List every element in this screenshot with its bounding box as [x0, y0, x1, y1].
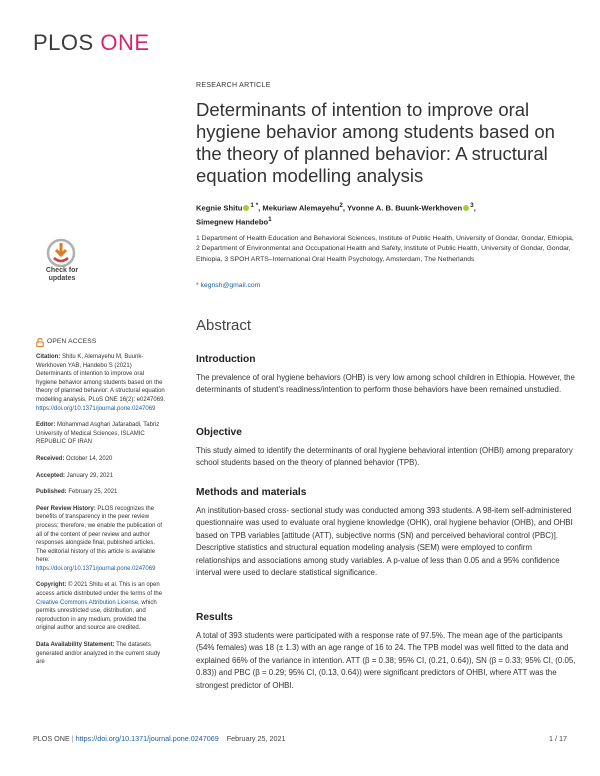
license-link[interactable]: Creative Commons Attribution License — [36, 599, 139, 606]
check-for-updates-badge[interactable]: Check for updates — [36, 238, 88, 290]
accepted-date: Accepted: January 29, 2021 — [36, 472, 114, 479]
abstract-heading: Abstract — [196, 317, 252, 334]
open-lock-icon — [36, 338, 44, 347]
citation-doi-link[interactable]: https://doi.org/10.1371/journal.pone.0247069 — [36, 405, 156, 412]
author-list: Kegnie Shitu $^{1 *}$, Mekuriaw Alemayehu$^2$, Yvonne A. B. Buunk-Werkhoven $^3$, Simegnew Handebo$^1$ — [196, 202, 476, 227]
journal-logo: PLOS ONE — [33, 30, 150, 55]
citation: Citation: Shitu K, Alemayehu M, Buunk-Werkhoven YAB, Handebo S (2021) Determinants of intention to improve oral hygiene behavior among students based on the theory of planned behavior: A structural equation modelling analysis. PLoS ONE 16(2): e0247069. https://doi.org/10.1371/journal.pone.0247069 — [36, 354, 166, 412]
copyright: Copyright: © 2021 Shitu et al. This is an open access article distributed under the terms of the Creative Commons Attribution License, which permits unrestricted use, distribution, and reproduction in any medium, provided the original author and source are credited. — [36, 582, 163, 632]
published-date: Published: February 25, 2021 — [36, 489, 118, 496]
received-date: Received: October 14, 2020 — [36, 455, 113, 462]
results-text: A total of 393 students were participated with a response rate of 97.5%. The mean age of the participants (54% females) was 18 (± 1.3) with an age range of 16 to 24. The TPB model was well fitted to the data and explained 66% of the variance in intention. ATT (β = 0.38; 95% CI, (0.21, 0.64)), SN (β = 0.33; 95% CI, (0.05, 0.83)) and PBC (β = 0.29; 95% CI, (0.13, 0.64)) were significant predictors of OHBI, where ATT was the strongest predictor of OHBI. — [196, 631, 576, 690]
footer-journal: PLOS ONE — [33, 734, 70, 743]
author-name[interactable]: Simegnew Handebo — [196, 217, 269, 227]
article-title: Determinants of intention to improve oral hygiene behavior among students based on the theory of planned behavior: A structural equation modelling analysis — [196, 99, 555, 186]
open-access-badge: OPEN ACCESS — [36, 338, 166, 347]
page-footer: PLOS ONE | https://doi.org/10.1371/journal.pone.0247069 February 25, 2021 1 / 17 — [33, 734, 567, 743]
peer-review-history: Peer Review History: PLOS recognizes the benefits of transparency in the peer review process; therefore, we enable the publication of all of the content of peer review and author responses alongside final, published articles. The editorial history of this article is available here: https://doi.org/10.1371/journal.pone.0247069 — [36, 505, 163, 572]
objective-text: This study aimed to identify the determinants of oral hygiene behavioral intention (OHBI) among preparatory school students based on the theory of planned behavior (TPB). — [196, 446, 573, 468]
corresponding-email[interactable]: * kegnsh@gmail.com — [196, 282, 261, 289]
article-type: RESEARCH ARTICLE — [196, 82, 271, 89]
page-number: 1 / 17 — [549, 734, 567, 743]
author-name[interactable]: Kegnie Shitu — [196, 203, 243, 213]
article-info-sidebar — [36, 338, 166, 675]
editor: Editor: Mohammad Asghari Jafarabadi, Tabriz University of Medical Sciences, ISLAMIC REPUBLIC OF IRAN — [36, 422, 160, 446]
objective-heading: Objective — [196, 427, 242, 438]
author-name[interactable]: , Mekuriaw Alemayehu — [258, 203, 340, 213]
methods-heading: Methods and materials — [196, 487, 307, 498]
check-for-updates-icon — [46, 238, 76, 268]
author-name[interactable]: , Yvonne A. B. Buunk-Werkhoven — [342, 203, 463, 213]
introduction-text: The prevalence of oral hygiene behaviors (OHB) is very low among school children in Ethiopia. However, the determinants of student's readiness/intention to perform those behaviors have been remained unstudied. — [196, 373, 575, 395]
data-availability: Data Availability Statement: The datasets generated and/or analyzed in the current study are — [36, 642, 161, 666]
results-heading: Results — [196, 612, 233, 623]
introduction-heading: Introduction — [196, 354, 256, 365]
affiliations: 1 Department of Health Education and Behavioral Sciences, Institute of Public Health, University of Gondar, Gondar, Ethiopia, 2 Department of Environmental and Occupational Health and Safety, Institute of Public Health, University of Gondar, Gondar, Ethiopia, 3 SPOH ARTS–International Oral Health Psychology, Amsterdam, The Netherlands — [196, 235, 574, 263]
footer-doi-link[interactable]: https://doi.org/10.1371/journal.pone.0247069 — [75, 734, 219, 743]
orcid-icon[interactable] — [463, 205, 469, 211]
methods-text: An institution-based cross- sectional study was conducted among 393 students. A 98-item self-administered questionnaire was used to evaluate oral hygiene knowledge (OHK), oral hygiene behavior (OHB), and OHBI based on TPB variables [attitude (ATT), subjective norms (SN) and perceived behavioral control (PBC)]. Descriptive statistics and structural equation modeling analysis (SEM) were employed to confirm relationships and associations among study variables. A p-value of less than 0.05 and a 95% confidence interval were used to declare statistical significance. — [196, 506, 573, 578]
peer-review-link[interactable]: https://doi.org/10.1371/journal.pone.0247069 — [36, 565, 156, 572]
orcid-icon[interactable] — [243, 205, 249, 211]
footer-date: February 25, 2021 — [226, 734, 286, 743]
